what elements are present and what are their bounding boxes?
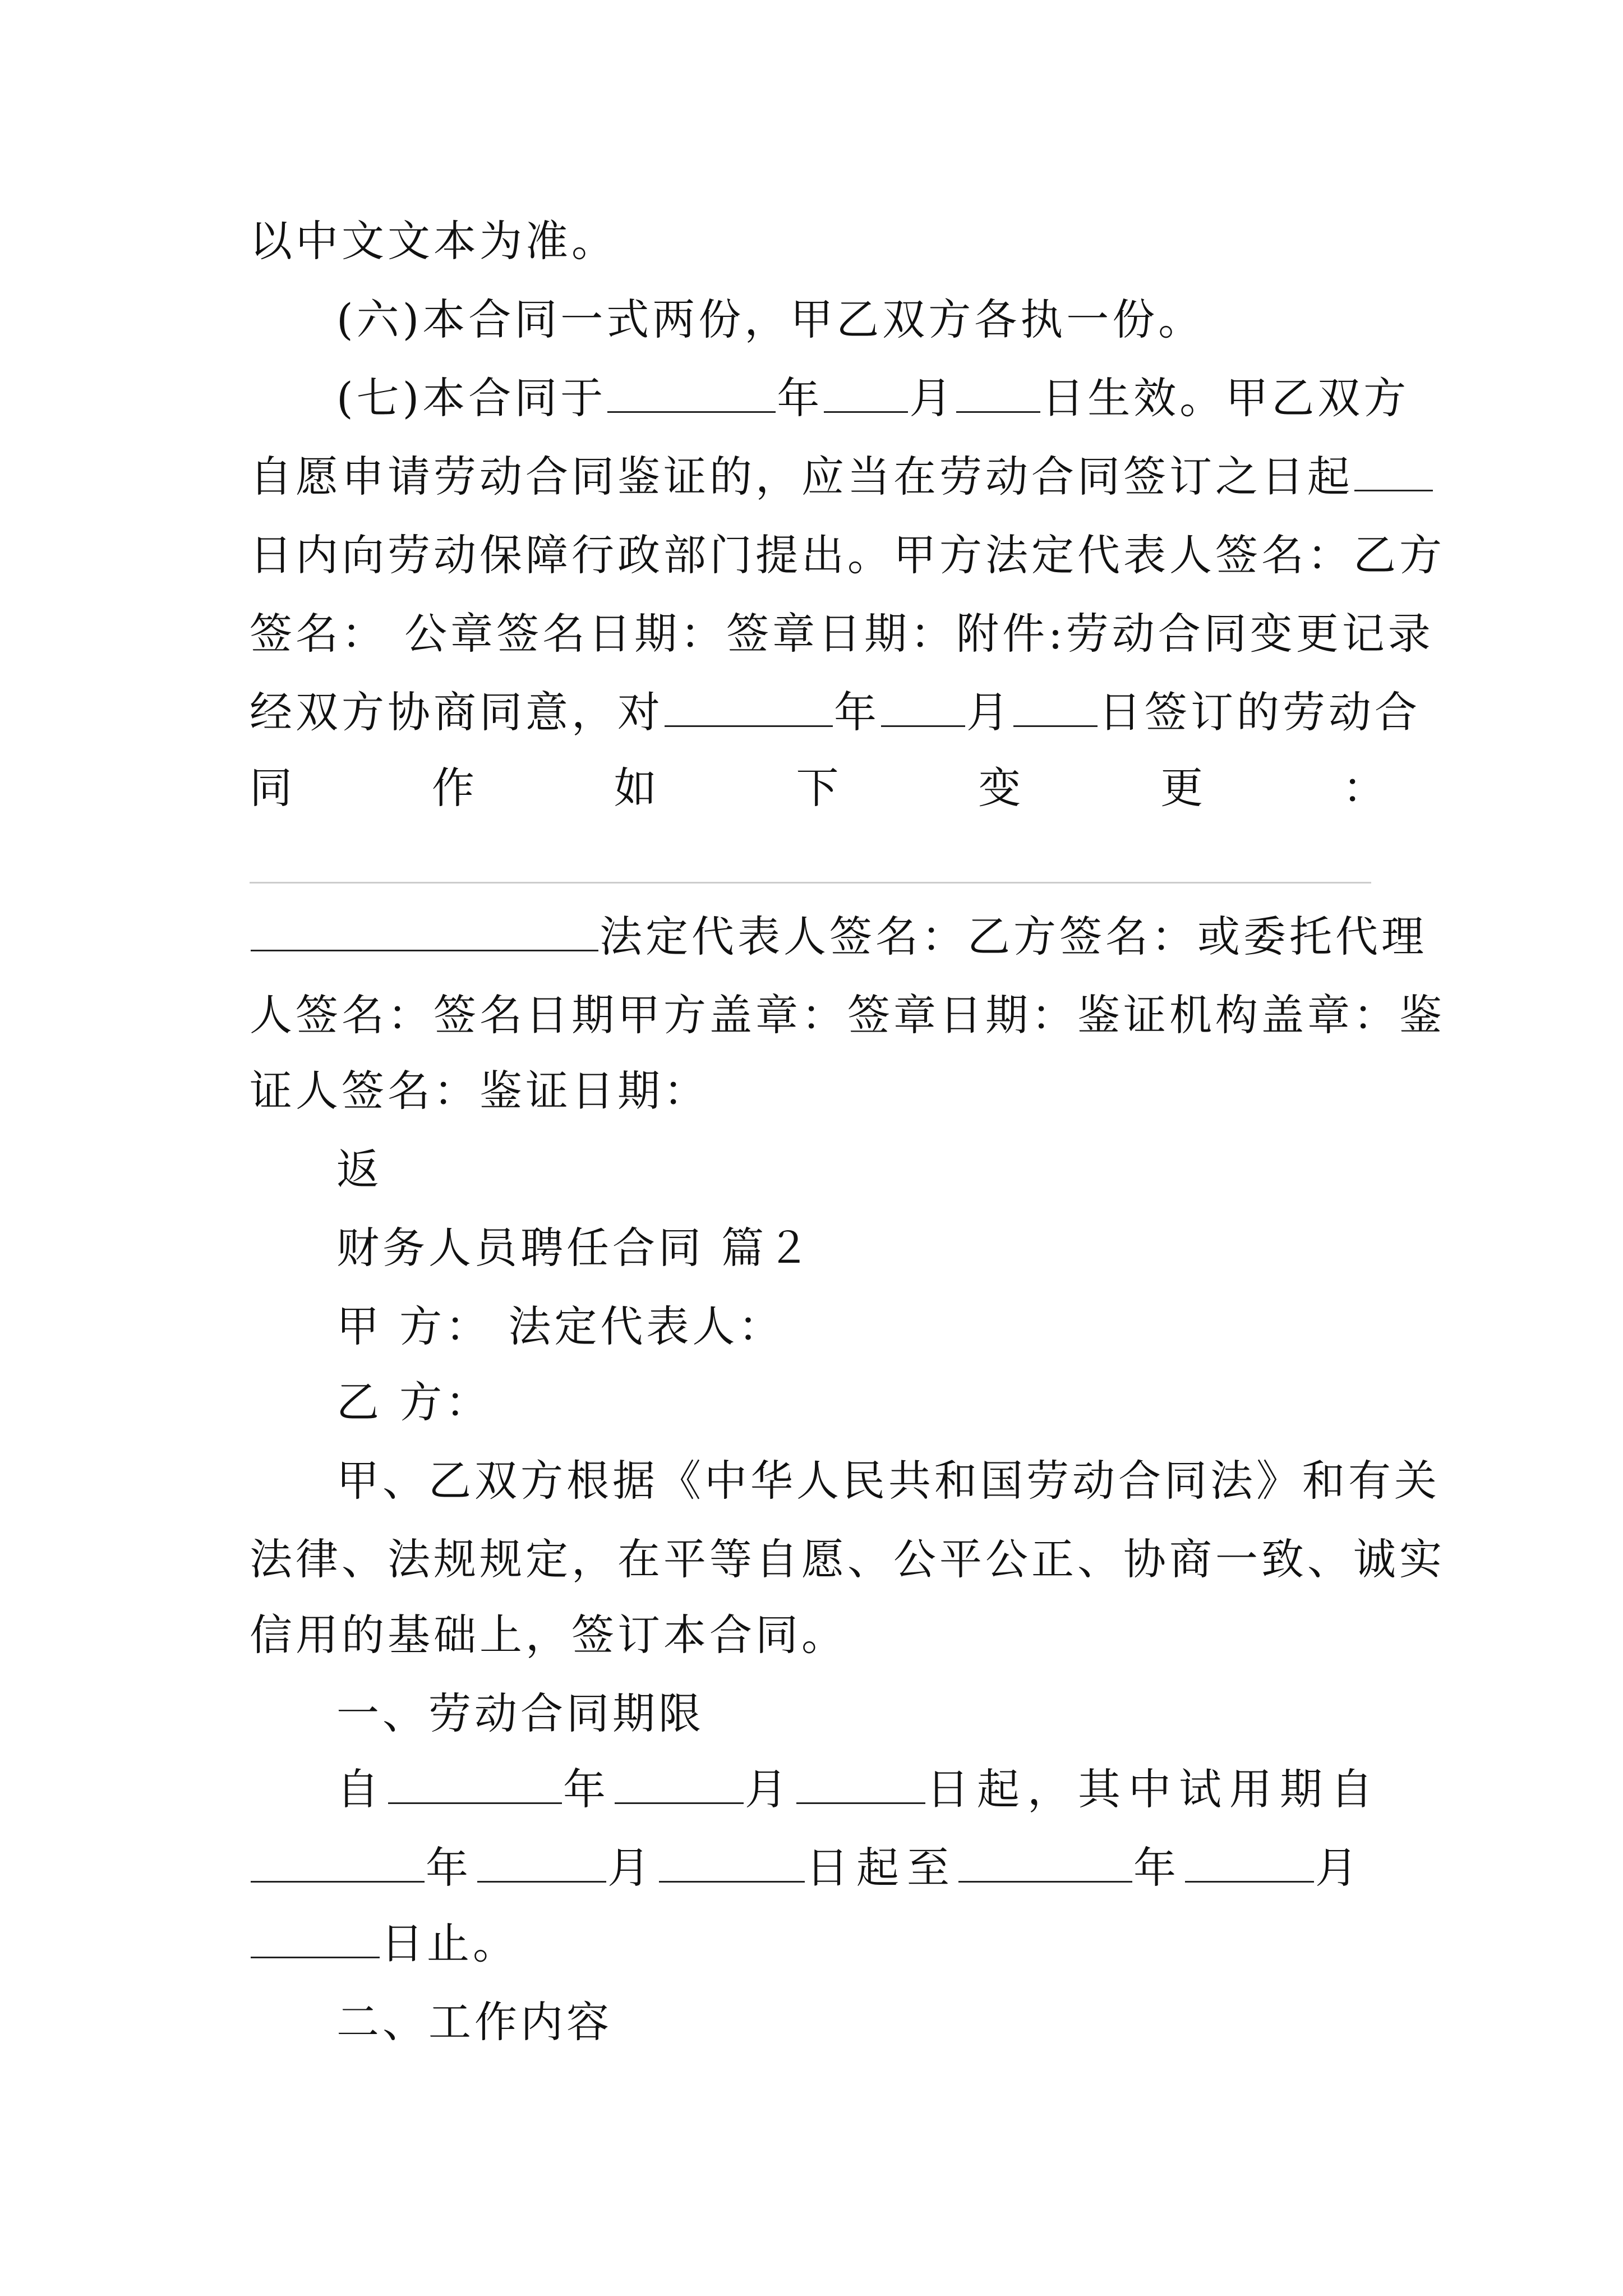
blank-underline — [958, 1846, 1132, 1883]
text-segment: ： — [1342, 763, 1385, 813]
section-heading: 二、工作内容 — [336, 1997, 612, 2047]
text-line: 乙 方： — [336, 1377, 492, 1427]
text-segment: 经双方协商同意，对 — [250, 687, 663, 737]
text-segment: 年 — [426, 1843, 476, 1893]
text-line: 甲 方： 法定代表人： — [336, 1301, 785, 1351]
blank-underline — [1354, 455, 1433, 491]
text-segment: 变 — [978, 763, 1021, 813]
text-line: 信用的基础上，签订本合同。 — [250, 1610, 847, 1660]
text-line-spread — [250, 760, 1385, 816]
text-line: 返 — [336, 1144, 382, 1194]
text-segment: 年 — [834, 687, 880, 737]
text-segment: 日签订的劳动合 — [1099, 687, 1421, 737]
text-line — [336, 370, 1410, 426]
blank-underline — [251, 1846, 425, 1883]
text-line: (六)本合同一式两份，甲乙双方各执一份。 — [336, 295, 1205, 344]
blank-underline — [251, 915, 598, 951]
text-line: 人签名：签名日期甲方盖章：签章日期：鉴证机构盖章：鉴 — [250, 990, 1445, 1040]
text-line: 证人签名：鉴证日期： — [250, 1066, 709, 1116]
text-segment: 月 — [909, 373, 956, 423]
text-line — [250, 909, 1427, 965]
text-line — [250, 1916, 1385, 1972]
text-line: 日内向劳动保障行政部门提出。甲方法定代表人签名：乙方 — [250, 530, 1445, 580]
text-segment: 月 — [607, 1843, 658, 1893]
blank-underline — [824, 376, 908, 413]
text-line — [250, 684, 1421, 740]
text-line: 甲、乙双方根据《中华人民共和国劳动合同法》和有关 — [336, 1456, 1440, 1506]
text-segment: 年 — [563, 1764, 614, 1814]
text-segment: 下 — [796, 763, 839, 813]
text-segment: 年 — [1133, 1843, 1184, 1893]
blank-underline — [659, 1846, 805, 1883]
text-segment: 日起，其中试用期自 — [926, 1764, 1381, 1814]
text-segment: 月 — [1315, 1843, 1366, 1893]
text-line: 以中文文本为准。 — [250, 216, 617, 266]
text-segment: (七)本合同于 — [336, 373, 607, 423]
section-heading: 一、劳动合同期限 — [336, 1688, 704, 1738]
text-segment: 月 — [745, 1764, 795, 1814]
text-segment: 作 — [431, 763, 474, 813]
blank-underline — [388, 1768, 562, 1804]
text-segment: 日生效。甲乙双方 — [1041, 373, 1410, 423]
blank-underline — [477, 1846, 606, 1883]
text-line — [336, 1761, 1385, 1818]
blank-underline — [1013, 691, 1098, 727]
blank-underline — [250, 882, 1371, 884]
text-segment: 同 — [250, 763, 292, 813]
text-segment: 自 — [336, 1764, 387, 1814]
text-segment: 月 — [966, 687, 1012, 737]
blank-underline — [1185, 1846, 1314, 1883]
section-heading: 财务人员聘任合同 篇２ — [336, 1223, 814, 1273]
text-segment: 更 — [1160, 763, 1204, 813]
blank-underline — [607, 376, 776, 413]
blank-underline — [956, 376, 1040, 413]
blank-underline — [665, 691, 833, 727]
text-segment: 法定代表人签名：乙方签名：或委托代理 — [600, 912, 1427, 961]
text-line: 法律、法规规定，在平等自愿、公平公正、协商一致、诚实 — [250, 1534, 1445, 1584]
blank-underline — [881, 691, 965, 727]
text-line — [250, 1840, 1385, 1896]
text-segment: 日起至 — [806, 1843, 957, 1893]
blank-underline — [615, 1768, 744, 1804]
text-line: 签名： 公章签名日期：签章日期：附件:劳动合同变更记录 — [250, 609, 1434, 659]
text-segment: 自愿申请劳动合同鉴证的，应当在劳动合同签订之日起 — [250, 452, 1353, 501]
text-segment: 年 — [777, 373, 823, 423]
text-segment: 日止。 — [381, 1918, 519, 1968]
blank-underline — [251, 1922, 380, 1958]
blank-underline — [796, 1768, 925, 1804]
text-segment: 如 — [614, 763, 657, 813]
text-line — [250, 449, 1385, 505]
